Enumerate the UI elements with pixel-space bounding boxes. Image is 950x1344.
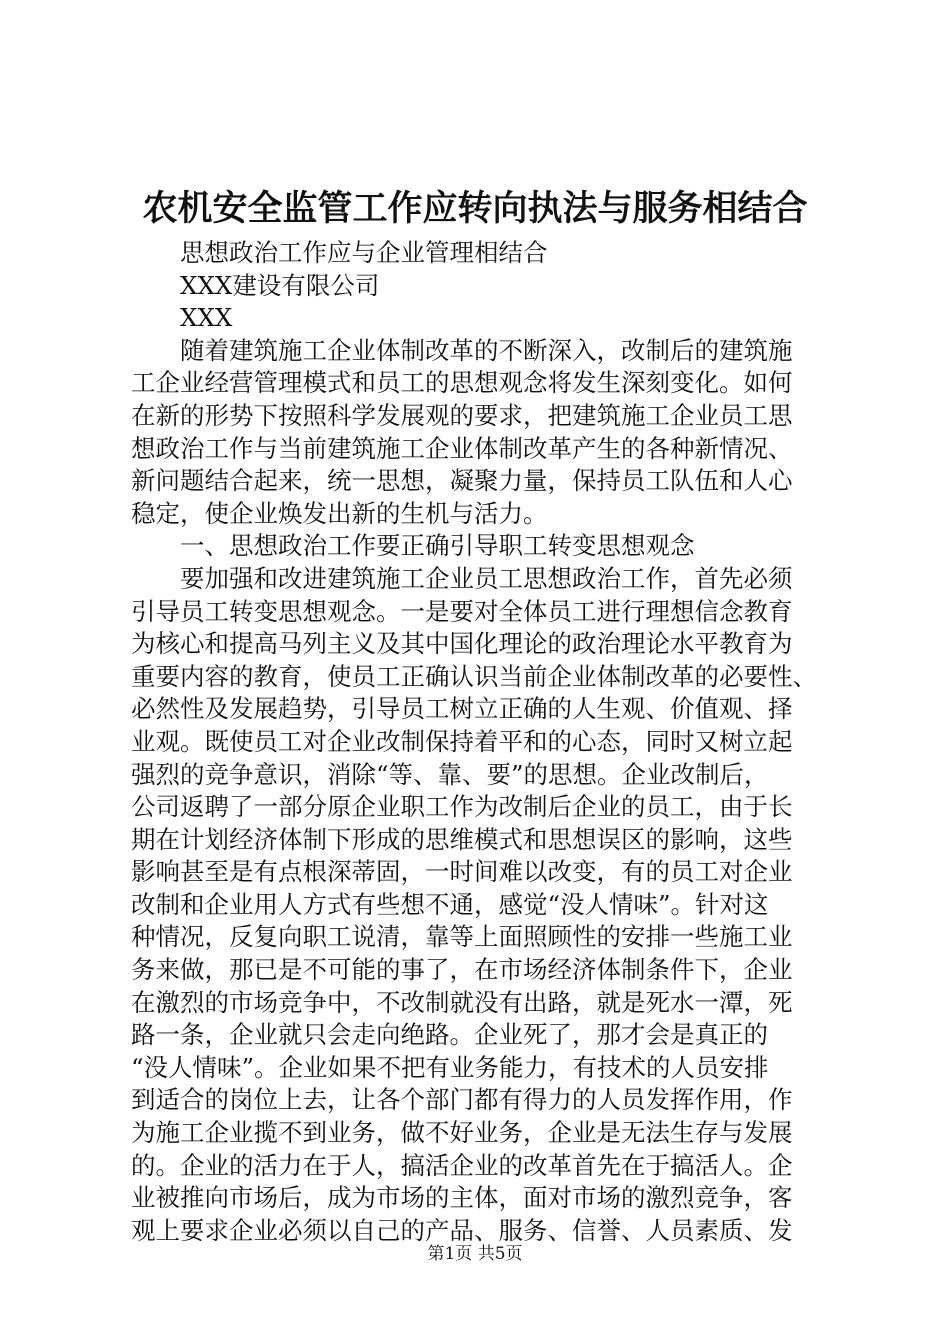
body-line: 路一条，企业就只会走向绝路。企业死了，那才会是真正的 [131,1020,768,1050]
body-line: 公司返聘了一部分原企业职工作为改制后企业的员工，由于长 [131,792,793,822]
body-line: 到适合的岗位上去，让各个部门都有得力的人员发挥作用，作 [131,1085,793,1115]
document-body [131,237,831,1247]
body-line: 思想政治工作应与企业管理相结合 [180,238,548,267]
body-line: “没人情味”。企业如果不把有业务能力，有技术的人员安排 [131,1052,769,1082]
body-line: 稳定，使企业焕发出新的生机与活力。 [131,498,548,528]
body-line: XXX [180,303,233,333]
body-line: 工企业经营管理模式和员工的思想观念将发生深刻变化。如何 [131,368,793,398]
body-line: 种情况，反复向职工说清，靠等上面照顾性的安排一些施工业 [131,922,793,952]
body-line: 重要内容的教育，使员工正确认识当前企业体制改革的必要性、 [131,661,817,691]
body-line: 强烈的竞争意识，消除“等、靠、要”的思想。企业改制后， [131,759,769,789]
body-line: 为核心和提高马列主义及其中国化理论的政治理论水平教育为 [131,629,793,659]
body-line: 一、思想政治工作要正确引导职工转变思想观念 [180,531,695,561]
body-line: 影响甚至是有点根深蒂固，一时间难以改变，有的员工对企业 [131,857,793,887]
body-line: 业被推向市场后，成为市场的主体，面对市场的激烈竞争，客 [131,1183,793,1213]
body-line: 随着建筑施工企业体制改革的不断深入，改制后的建筑施 [180,335,793,365]
body-line: 的。企业的活力在于人，搞活企业的改革首先在于搞活人。企 [131,1150,793,1180]
body-line: 要加强和改进建筑施工企业员工思想政治工作，首先必须 [180,563,793,593]
body-line: 务来做，那已是不可能的事了，在市场经济体制条件下，企业 [131,955,793,985]
body-line: 在激烈的市场竞争中，不改制就没有出路，就是死水一潭，死 [131,987,793,1017]
body-line: 想政治工作与当前建筑施工企业体制改革产生的各种新情况、 [131,433,793,463]
body-line: 业观。既使员工对企业改制保持着平和的心态，同时又树立起 [131,726,793,756]
body-line: 改制和企业用人方式有些想不通，感觉“没人情味”。针对这 [131,889,769,919]
body-line: 必然性及发展趋势，引导员工树立正确的人生观、价值观、择 [131,694,793,724]
document-title: 农机安全监管工作应转向执法与服务相结合 [142,188,808,229]
body-line: 为施工企业揽不到业务，做不好业务，企业是无法生存与发展 [131,1118,793,1148]
body-line: XXX建设有限公司 [180,270,380,300]
body-line: 观上要求企业必须以自己的产品、服务、信誉、人员素质、发 [131,1215,793,1245]
body-line: 期在计划经济体制下形成的思维模式和思想误区的影响，这些 [131,824,793,854]
body-line: 新问题结合起来，统一思想，凝聚力量，保持员工队伍和人心 [131,466,793,496]
body-line: 引导员工转变思想观念。一是要对全体员工进行理想信念教育 [131,596,793,626]
body-line: 在新的形势下按照科学发展观的要求，把建筑施工企业员工思 [131,400,793,430]
page-footer: 第1页 共5页 [427,1244,523,1264]
